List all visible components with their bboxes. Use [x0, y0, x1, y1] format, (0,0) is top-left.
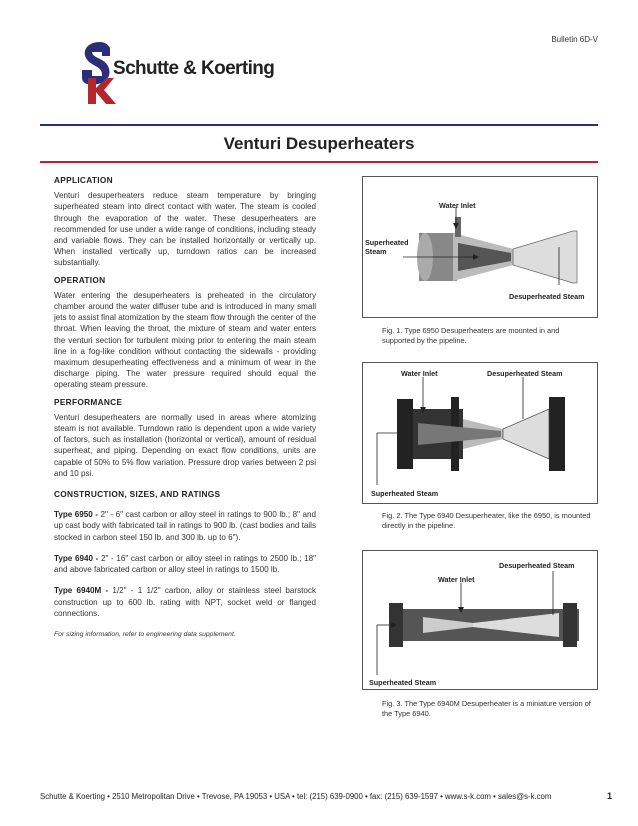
figure-2-caption: Fig. 2. The Type 6940 Desuperheater, like the 6950, is mounted directly in the pipeline.: [382, 511, 591, 530]
figure-1-caption: Fig. 1. Type 6950 Desuperheaters are mounted in and supported by the pipeline.: [382, 326, 560, 345]
type-6940-diagram: [363, 363, 599, 505]
construction-heading: CONSTRUCTION, SIZES, AND RATINGS: [54, 489, 221, 500]
page-title: Venturi Desuperheaters: [223, 134, 415, 153]
body-text-column: [54, 175, 316, 640]
header-rule-blue: [40, 124, 598, 126]
figure-1-box: [362, 176, 598, 318]
fig1-water-inlet-label: Water Inlet: [439, 201, 476, 210]
operation-body: Water entering the desuperheaters is preheated in the circulatory chamber around the water diffuser tube and is introduced in many small jets to assist final atomization by the steam flow through the center of the throat. When leaving the throat, the mixture of steam and water enters the venturi section for turbulent mixing prior to entering the main steam line in a fog-like condition without contacting the sidewalls - providing maximum desuperheating effectiveness and a minimum of wear in the discharge piping. The water pressure required should equal the operating steam pressure.: [54, 290, 316, 390]
fig2-superheated-label: Superheated Steam: [371, 489, 439, 498]
performance-body: Venturi desuperheaters are normally used in areas where atomizing steam is not available. Turndown ratio is dependent upon a wide variety of factors, such as installation (horizontal or vertical), amount of residual superheat, and piping. Depending on exact flow conditions, units are capable of 50% to 5% flow variation. Pressure drop varies between 2 psi and 10 psi.: [54, 412, 316, 478]
type-6940m-diagram: [363, 551, 599, 691]
fig1-superheated-label: Superheated Steam: [365, 238, 409, 256]
application-heading: APPLICATION: [54, 175, 113, 185]
fig3-superheated-label: Superheated Steam: [369, 678, 437, 687]
fig3-desuperheated-label: Desuperheated Steam: [499, 561, 575, 570]
construction-item: Type 6940M - 1/2" - 1 1/2" carbon, alloy or stainless steel barstock construction up to 600 lb. rating with NPT, socket weld or flanged connections.: [54, 586, 316, 618]
figure-3-caption: Fig. 3. The Type 6940M Desuperheater is a miniature version of the Type 6940.: [382, 699, 591, 718]
company-logo: [78, 40, 298, 106]
application-body: Venturi desuperheaters reduce steam temperature by bringing superheated steam into direct contact with water. The steam is cooled through the evaporation of the water. These desuperheaters are recommended for use under a wide range of conditions, including steady and variable flows. They can be installed horizontally or vertically up. When installed vertically up, turndown ratios can be increased substantially.: [54, 191, 316, 268]
construction-item: Type 6950 - 2" - 6" cast carbon or alloy steel in ratings to 900 lb.; 8" and up cast body with fabricated tail in ratings to 900 lb. (cast bodies and tails stocked in carbon steel 150 lb. and 300 lb. up to 6").: [54, 510, 316, 542]
logo-wordmark: Schutte & Koerting: [113, 58, 275, 79]
fig1-desuperheated-label: Desuperheated Steam: [509, 292, 585, 301]
operation-heading: OPERATION: [54, 274, 106, 285]
figure-3-box: [362, 550, 598, 690]
page-number: 1: [606, 791, 612, 801]
fig3-water-inlet-label: Water Inlet: [438, 575, 475, 584]
header-rule-red: [40, 161, 598, 163]
figure-2-box: [362, 362, 598, 504]
bulletin-number: Bulletin 6D-V: [551, 35, 598, 44]
fig2-desuperheated-label: Desuperheated Steam: [487, 369, 563, 378]
fig2-water-inlet-label: Water Inlet: [401, 369, 438, 378]
footer-contact: Schutte & Koerting • 2510 Metropolitan Drive • Trevose, PA 19053 • USA • tel: (215) 639-0900 • fax: (215) 639-1597 • www.s-k.com • sales@s-k.com: [40, 792, 552, 801]
construction-item: Type 6940 - 2" - 16" cast carbon or alloy steel in ratings to 2500 lb.; 18" and above fabricated carbon or alloy steel in ratings to 1500 lb.: [54, 553, 316, 575]
performance-heading: PERFORMANCE: [54, 396, 123, 407]
sizing-note: For sizing information, refer to engineering data supplement.: [54, 630, 236, 638]
